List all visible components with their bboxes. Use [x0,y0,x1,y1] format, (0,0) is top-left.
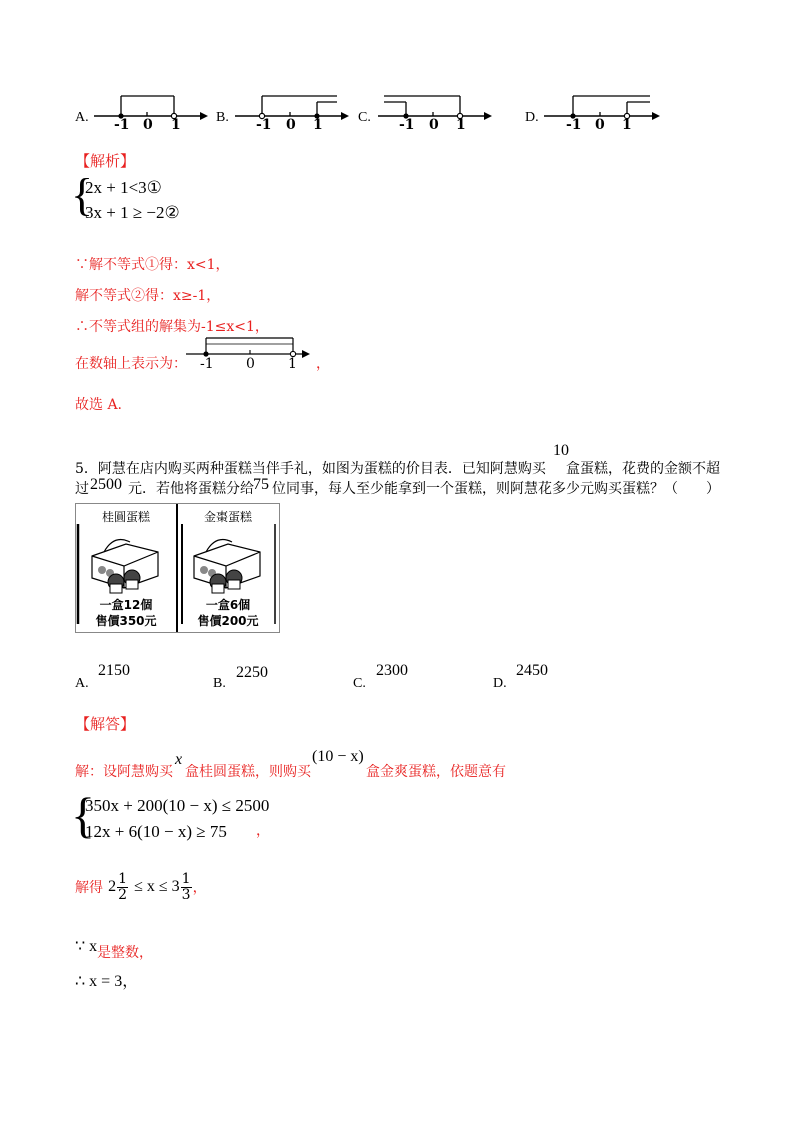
therefore-line: ∴ x = 3， [75,973,139,990]
solution-tick-neg1: -1 [200,356,214,372]
solve-prefix: 解得 [75,880,103,897]
option-a-label: A. [75,110,89,125]
solution-expr: (10 − x) [312,748,364,765]
solution-intro-part3: 盒金爽蛋糕，依题意有 [366,764,506,780]
q5-amount: 2500 [90,476,122,493]
price-list-image [75,503,280,633]
system-brace: { [71,169,94,220]
solution-tick-1: 1 [288,356,297,372]
system-line-2: 3x + 1 ≥ −2② [85,203,180,222]
solution-heading: 【解答】 [75,715,136,733]
ineq-comma: ， [256,823,270,839]
solve-whole-1: 2 [108,878,117,896]
panel-2-title: 金棗蛋糕 [203,510,252,524]
solve-suffix: ， [192,880,207,897]
analysis-step-1: ∵解不等式①得：x<1， [75,257,230,273]
q5-option-b-label: B. [213,676,226,691]
q5-option-c-label: C. [353,676,366,691]
q5-ten: 10 [553,442,569,459]
solution-var-x: x [175,751,183,768]
option-a-tick-neg1: -1 [114,117,130,133]
frac2-num: 1 [181,871,191,887]
analysis-step-3: ∴不等式组的解集为-1≤x<1， [75,319,269,335]
option-c-tick-neg1: -1 [399,117,415,133]
option-b-tick-neg1: -1 [256,117,272,133]
cake-box-icon [188,526,270,594]
q5-option-a-value: 2150 [98,662,130,679]
solution-intro-part2: 盒桂圆蛋糕，则购买 [185,764,311,780]
because-text: 是整数， [97,945,153,961]
option-c-tick-0: 0 [429,117,439,133]
panel-1-line-2: 售價350元 [95,614,157,628]
because-symbol: ∵ x [75,938,98,955]
option-c-label: C. [358,110,371,125]
solution-tick-0: 0 [246,356,255,372]
q5-line2-mid: 元．若他将蛋糕分给 [128,481,254,497]
option-d-tick-neg1: -1 [566,117,582,133]
q5-line2-prefix: 过 [75,481,89,497]
ineq-brace: { [71,787,95,843]
option-d-label: D. [525,110,539,125]
q5-line2-suffix: 位同事，每人至少能拿到一个蛋糕，则阿慧花多少元购买蛋糕？（ ） [272,481,720,497]
system-line-1: 2x + 1<3① [85,178,162,197]
q5-option-d-value: 2450 [516,662,548,679]
ineq-line-1: 350x + 200(10 − x) ≤ 2500 [85,796,270,815]
analysis-answer: 故选 A. [75,397,123,413]
option-a-tick-1: 1 [171,117,181,133]
q5-text-part2: 盒蛋糕，花费的金额不超 [566,461,720,477]
panel-1-line-1: 一盒12個 [99,598,153,612]
solution-intro-part1: 解：设阿慧购买 [75,764,173,780]
q5-option-c-value: 2300 [376,662,408,679]
option-c-tick-1: 1 [456,117,466,133]
option-a-tick-0: 0 [143,117,153,133]
ineq-line-2: 12x + 6(10 − x) ≥ 75 [85,822,227,841]
fraction-one-half [117,872,128,902]
panel-2-line-2: 售價200元 [197,614,259,628]
option-b-tick-1: 1 [313,117,323,133]
option-b-tick-0: 0 [286,117,296,133]
numberline-prefix: 在数轴上表示为： [75,356,187,372]
solve-result [75,872,207,902]
q5-text-part1: 5．阿慧在店内购买两种蛋糕当伴手礼，如图为蛋糕的价目表．已知阿慧购买 [75,461,546,477]
numberline-suffix: ， [316,356,330,372]
panel-1-title: 桂圓蛋糕 [101,510,150,524]
q5-option-d-label: D. [493,676,507,691]
frac1-num: 1 [118,871,128,887]
analysis-step-2: 解不等式②得：x≥-1， [75,288,221,304]
option-d-tick-0: 0 [595,117,605,133]
frac1-den: 2 [118,886,128,903]
analysis-heading: 【解析】 [75,152,136,170]
panel-2-line-1: 一盒6個 [205,598,251,612]
frac2-den: 3 [181,886,191,903]
solve-mid: ≤ x ≤ 3 [134,878,180,896]
option-b-label: B. [216,110,229,125]
cake-box-icon [86,526,168,594]
q5-people: 75 [253,476,269,493]
option-d-tick-1: 1 [622,117,632,133]
q5-option-b-value: 2250 [236,664,268,681]
q5-option-a-label: A. [75,676,89,691]
fraction-one-third [181,872,192,902]
